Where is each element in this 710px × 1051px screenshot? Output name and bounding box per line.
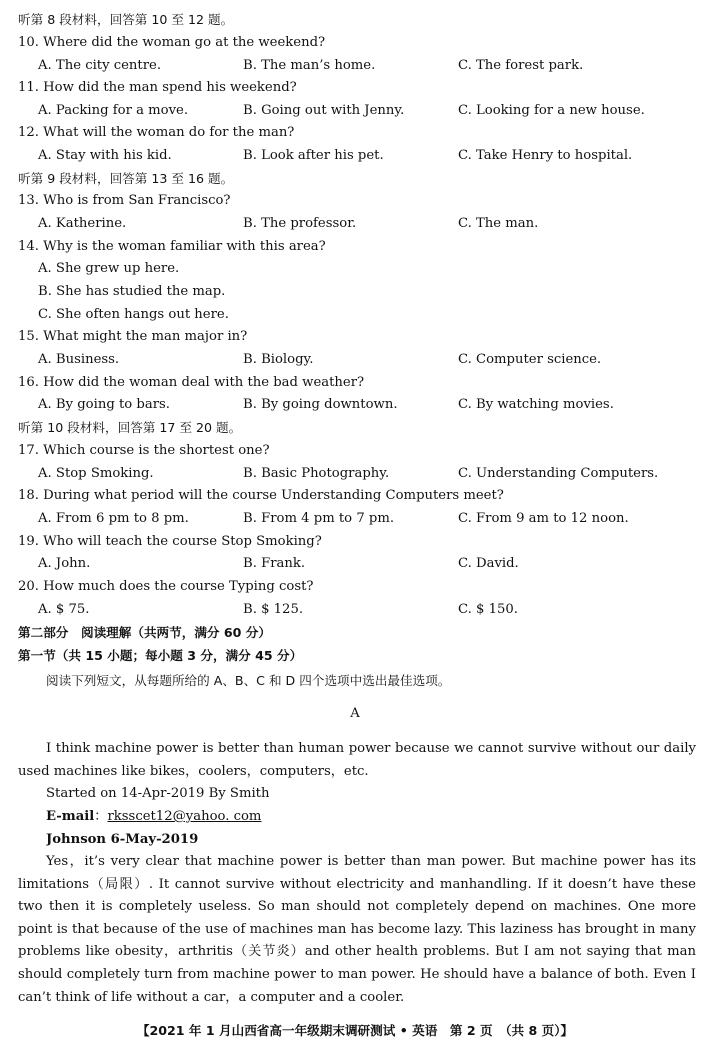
question-19: 19. Who will teach the course Stop Smoking? xyxy=(18,534,322,549)
question-20: 20. How much does the course Typing cost? xyxy=(18,579,314,594)
option-b: B. Going out with Jenny. xyxy=(243,103,405,118)
email-separator: ： xyxy=(94,809,108,824)
option-b: B. The professor. xyxy=(243,216,357,231)
option-b: B. From 4 pm to 7 pm. xyxy=(243,511,395,526)
option-b: B. Basic Photography. xyxy=(243,466,390,481)
options-19 xyxy=(18,553,696,576)
question-11: 11. How did the man spend his weekend? xyxy=(18,80,297,95)
option-c: C. David. xyxy=(458,556,519,571)
option-b: B. She has studied the map. xyxy=(38,284,226,299)
passage-letter: A xyxy=(350,706,360,721)
section-header: 听第 9 段材料，回答第 13 至 16 题。 xyxy=(18,171,234,186)
options-20 xyxy=(18,599,696,622)
option-c: C. She often hangs out here. xyxy=(38,307,229,322)
question-10: 10. Where did the woman go at the weekend? xyxy=(18,35,326,50)
option-b: B. Frank. xyxy=(243,556,306,571)
options-10 xyxy=(18,55,696,78)
email-line xyxy=(46,806,696,829)
question-12: 12. What will the woman do for the man? xyxy=(18,125,295,140)
option-c: C. Computer science. xyxy=(458,352,602,367)
section-header: 听第 8 段材料，回答第 10 至 12 题。 xyxy=(18,12,234,27)
email-label: E-mail xyxy=(46,809,95,824)
question-17: 17. Which course is the shortest one? xyxy=(18,443,270,458)
option-c: C. Looking for a new house. xyxy=(458,103,645,118)
option-b: B. By going downtown. xyxy=(243,397,398,412)
section-header: 听第 10 段材料，回答第 17 至 20 题。 xyxy=(18,420,242,435)
reply-header: Johnson 6-May-2019 xyxy=(46,832,199,847)
option-c: C. $ 150. xyxy=(458,602,518,617)
option-a: A. John. xyxy=(38,556,91,571)
option-b: B. Biology. xyxy=(243,352,314,367)
option-c: C. From 9 am to 12 noon. xyxy=(458,511,629,526)
post-meta: Started on 14-Apr-2019 By Smith xyxy=(46,786,270,801)
question-14: 14. Why is the woman familiar with this area? xyxy=(18,239,326,254)
page-footer: 【2021 年 1 月山西省高一年级期末调研测试 • 英语 第 2 页 （共 8 页）】 xyxy=(136,1023,574,1038)
option-b: B. Look after his pet. xyxy=(243,148,384,163)
options-17 xyxy=(18,463,696,486)
options-13 xyxy=(18,213,696,236)
option-a: A. Katherine. xyxy=(38,216,127,231)
reply-text: Yes，it’s very clear that machine power is better than man power. But machine power has its limitations（局限）. It cannot survive without electricity and manhandling. If it doesn’t have these two then it is completely useless. So man should not completely depend on machines. One more point is that because of the use of machines man has become lazy. This laziness has brought in many problems like obesity，arthritis（关节炎）and other health problems. But I am not saying that man should completely turn from machine power to man power. He should have a balance of both. Even I can’t think of life without a car，a computer and a cooler. xyxy=(18,854,696,1005)
option-b: B. The man’s home. xyxy=(243,58,376,73)
option-a: A. Packing for a move. xyxy=(38,103,189,118)
options-12 xyxy=(18,145,696,168)
question-13: 13. Who is from San Francisco? xyxy=(18,193,231,208)
passage-intro: I think machine power is better than human power because we cannot survive without our daily used machines like bikes，coolers，computers，etc. xyxy=(18,741,696,779)
option-a: A. Business. xyxy=(38,352,120,367)
option-c: C. Take Henry to hospital. xyxy=(458,148,633,163)
question-18: 18. During what period will the course Understanding Computers meet? xyxy=(18,488,504,503)
part-title: 第二部分 阅读理解（共两节，满分 60 分） xyxy=(18,625,271,640)
question-16: 16. How did the woman deal with the bad weather? xyxy=(18,375,365,390)
option-a: A. The city centre. xyxy=(38,58,162,73)
option-a: A. $ 75. xyxy=(38,602,90,617)
option-a: A. By going to bars. xyxy=(38,397,170,412)
options-18 xyxy=(18,508,696,531)
options-15 xyxy=(18,349,696,372)
option-a: A. Stop Smoking. xyxy=(38,466,154,481)
question-15: 15. What might the man major in? xyxy=(18,329,248,344)
option-a: A. Stay with his kid. xyxy=(38,148,172,163)
option-a: A. She grew up here. xyxy=(38,261,180,276)
option-b: B. $ 125. xyxy=(243,602,304,617)
option-c: C. The man. xyxy=(458,216,539,231)
option-a: A. From 6 pm to 8 pm. xyxy=(38,511,189,526)
option-c: C. Understanding Computers. xyxy=(458,466,659,481)
options-16 xyxy=(18,394,696,417)
option-c: C. By watching movies. xyxy=(458,397,614,412)
instruction-text: 阅读下列短文，从每题所给的 A、B、C 和 D 四个选项中选出最佳选项。 xyxy=(46,673,451,688)
section-title: 第一节（共 15 小题；每小题 3 分，满分 45 分） xyxy=(18,648,303,663)
options-11 xyxy=(18,100,696,123)
email-link[interactable]: rksscet12@yahoo. com xyxy=(107,809,262,824)
option-c: C. The forest park. xyxy=(458,58,584,73)
